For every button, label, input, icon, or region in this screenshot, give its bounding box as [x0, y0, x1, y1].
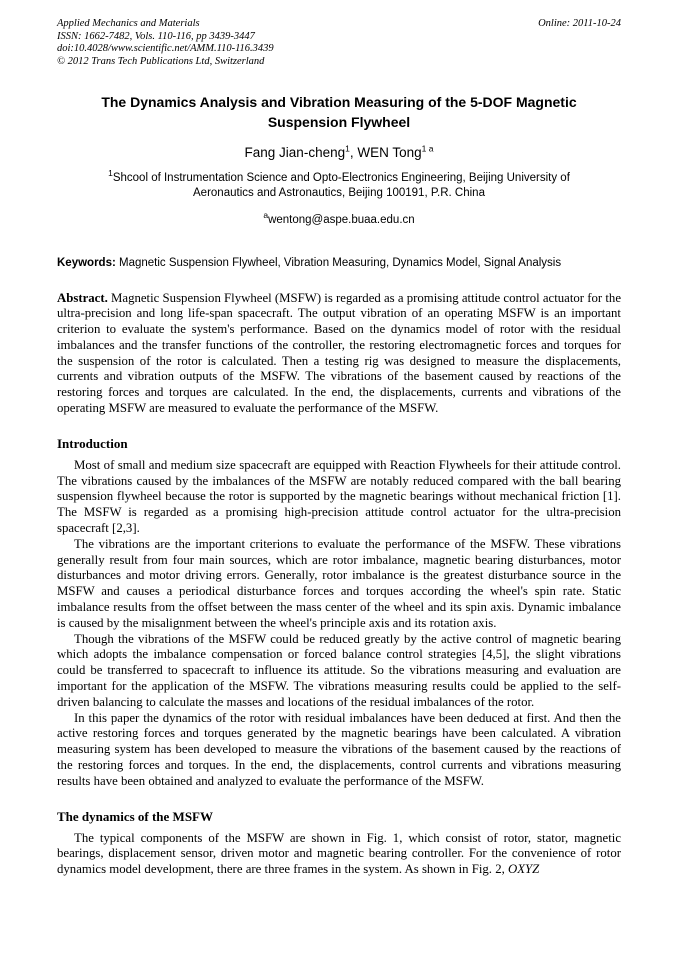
introduction-paragraph-4: In this paper the dynamics of the rotor with residual imbalances have been deduced at first. And then the active restoring forces and torques generated by the magnetic bearings have been calculated. A vibration measuring system has been developed to measure the vibrations of the basement caused by the reactions of the restoring forces and torques. In the end, the displacements, control currents and vibrations measuring results have been obtained and analyzed to evaluate the performance of the MSFW. — [57, 710, 621, 788]
email-line — [57, 210, 621, 226]
affiliation-text: Shcool of Instrumentation Science and Opto-Electronics Engineering, Beijing University of Aeronautics and Astronautics, Beijing 100191, P.R. China — [112, 172, 570, 199]
affiliation-line — [57, 168, 621, 201]
author-1-sup: 1 — [345, 143, 350, 154]
journal-name: Applied Mechanics and Materials — [57, 18, 200, 29]
author-2-sup: 1 a — [421, 143, 434, 154]
section-heading-introduction: Introduction — [57, 435, 128, 451]
email-text: wentong@aspe.buaa.edu.cn — [268, 214, 415, 226]
journal-header — [57, 18, 621, 68]
dynamics-paragraph-text: The typical components of the MSFW are shown in Fig. 1, which consist of rotor, stator, magnetic bearings, displacement sensor, driven motor and magnetic bearing controller. For the convenience of rotor dynamics model development, there are three frames in the system. As shown in Fig. 2, — [57, 830, 621, 877]
keywords-label: Keywords: — [57, 257, 116, 269]
abstract-paragraph — [57, 291, 621, 417]
doi-line: doi:10.4028/www.scientific.net/AMM.110-116.3439 — [57, 43, 274, 54]
introduction-paragraph-3: Though the vibrations of the MSFW could be reduced greatly by the active control of magnetic bearing which adopts the imbalance compensation or forced balance control strategies [4,5], the slight vibrations could be transferred to spacecraft to influence its attitude. So the vibrations measuring and evaluation are important for the application of the MSFW. The vibrations measuring results could be applied to the self-driven balancing to calculate the masses and locations of the residual imbalances of the rotor. — [57, 631, 621, 709]
online-date: Online: 2011-10-24 — [538, 18, 621, 29]
journal-info — [57, 18, 621, 68]
affiliation-sup: 1 — [108, 168, 113, 179]
abstract-label: Abstract. — [57, 290, 108, 305]
author-separator: , — [349, 145, 358, 160]
authors-line — [57, 145, 621, 160]
copyright-line: © 2012 Trans Tech Publications Ltd, Switzerland — [57, 55, 265, 67]
keywords-text: Magnetic Suspension Flywheel, Vibration Measuring, Dynamics Model, Signal Analysis — [115, 257, 562, 269]
keywords-line — [57, 256, 621, 271]
dynamics-paragraph-1 — [57, 831, 621, 878]
section-heading-dynamics: The dynamics of the MSFW — [57, 808, 213, 824]
author-2: WEN Tong — [357, 145, 422, 160]
email-sup: a — [263, 210, 269, 221]
introduction-paragraph-2: The vibrations are the important criterions to evaluate the performance of the MSFW. These vibrations generally result from four main sources, which are rotor imbalance, magnetic bearing disturbances, motor disturbances and motor driving errors. Generally, rotor imbalance is the greatest disturbance source in the MSFW and causes a periodical disturbance forces and torques according the wheel's spin rate. Static imbalance results from the offset between the mass center of the wheel and its spin axis. Dynamic imbalance is caused by the misalignment between the wheel's principle axis and its rotation axis. — [57, 536, 621, 630]
author-1: Fang Jian-cheng — [244, 145, 346, 160]
dynamics-frame-symbol: OXYZ — [508, 862, 540, 877]
introduction-paragraph-1: Most of small and medium size spacecraft are equipped with Reaction Flywheels for their attitude control. The vibrations caused by the imbalances of the MSFW are notably reduced compared with the ball bearing suspension flywheel because the rotor is supported by the magnetic bearings without mechanical friction [1]. The MSFW is regarded as a promising high-precision attitude control actuator for the ultra-precision spacecraft [2,3]. — [57, 457, 621, 536]
abstract-text: Magnetic Suspension Flywheel (MSFW) is regarded as a promising attitude control actuator for the ultra-precision and long life-span spacecraft. The output vibration of an operating MSFW is an important criterion to evaluate the system's performance. Based on the dynamics model of rotor with the residual imbalances and the transfer functions of the controller, the restoring electromagnetic forces and torques for the suspension of the rotor is calculated. Then a testing rig was designed to measure the displacements, currents and vibration outputs of the MSFW. The vibrations of the basement caused by reactions of the restoring forces and torques are calculated. In the end, the displacements, currents and vibrations of the operating MSFW are measured to evaluate the performance of the MSFW. — [57, 290, 622, 416]
paper-title: The Dynamics Analysis and Vibration Measuring of the 5-DOF Magnetic Suspension Flywheel — [101, 94, 577, 130]
issn-line: ISSN: 1662-7482, Vols. 110-116, pp 3439-3447 — [57, 30, 255, 42]
